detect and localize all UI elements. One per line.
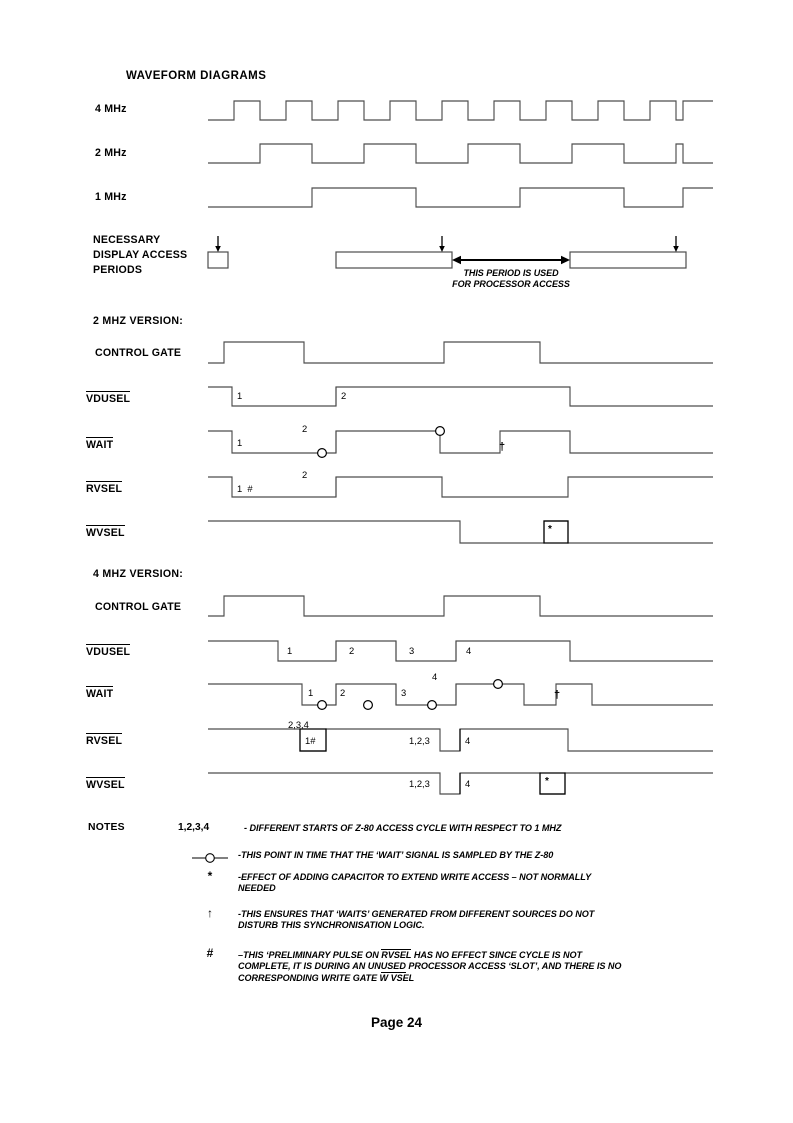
row-label-4mhz-control-gate: CONTROL GATE <box>95 601 182 613</box>
sample-point-2mhz-0 <box>318 449 327 458</box>
marker-2mhz-rvsel-above: 2 <box>302 469 308 480</box>
marker-4mhz-vdusel-3: 3 <box>409 645 415 656</box>
marker-2mhz-rvsel-1: 1 # <box>237 483 253 494</box>
row-label-access-periods-2: DISPLAY ACCESS <box>93 249 188 261</box>
sample-point-4mhz-0 <box>318 701 327 710</box>
access-arrow-head-2 <box>673 246 679 252</box>
processor-access-annotation <box>452 268 570 289</box>
access-period-box-1 <box>336 252 452 268</box>
clock-trace-0 <box>208 101 713 120</box>
note-text-capacitor <box>238 872 714 894</box>
note-line <box>238 961 718 973</box>
marker-4mhz-wait-dagger: † <box>554 689 561 701</box>
trace-2mhz-wvsel <box>208 521 713 543</box>
marker-4mhz-wvsel-star: * <box>545 776 549 787</box>
annotation-line: FOR PROCESSOR ACCESS <box>452 278 570 289</box>
marker-4mhz-wvsel-123: 1,2,3 <box>409 778 430 789</box>
row-label-text: WAIT <box>86 438 114 451</box>
clock-trace-1 <box>208 144 713 163</box>
processor-access-arrow-left <box>452 256 461 264</box>
note-key-dagger-up: ↑ <box>207 906 213 920</box>
note-run: –THIS ‘PRELIMINARY PULSE ON <box>238 950 382 960</box>
marker-2mhz-wait-1: 1 <box>237 437 243 448</box>
processor-access-arrow-right <box>561 256 570 264</box>
trace-2mhz-vdusel <box>208 387 713 406</box>
page-title: WAVEFORM DIAGRAMS <box>126 70 267 82</box>
row-label-text: WVSEL <box>86 778 125 791</box>
row-label-clock-1mhz: 1 MHz <box>95 191 127 203</box>
access-arrow-head-0 <box>215 246 221 252</box>
row-label-access-periods-1: NECESSARY <box>93 234 161 246</box>
marker-4mhz-rvsel-123: 1,2,3 <box>409 735 430 746</box>
marker-4mhz-vdusel-1: 1 <box>287 645 293 656</box>
note-line: DISTURB THIS SYNCHRONISATION LOGIC. <box>238 920 425 931</box>
marker-4mhz-vdusel-4: 4 <box>466 645 472 656</box>
marker-4mhz-rvsel-above: 2,3,4 <box>288 719 309 730</box>
marker-2mhz-wvsel-star: * <box>548 524 552 535</box>
marker-4mhz-wait-1: 1 <box>308 687 314 698</box>
page-number: Page 24 <box>370 1015 423 1030</box>
marker-4mhz-wait-above: 4 <box>432 671 438 682</box>
marker-4mhz-rvsel-1: 1# <box>305 735 316 746</box>
note-run: HAS NO EFFECT SINCE CYCLE IS NOT <box>411 950 583 960</box>
trace-2mhz-rvsel <box>208 477 713 497</box>
row-label-text: VDUSEL <box>86 645 131 658</box>
marker-4mhz-wait-2: 2 <box>340 687 346 698</box>
note-key-asterisk: * <box>207 869 213 883</box>
note-text-preliminary-pulse <box>238 949 718 984</box>
access-arrow-head-1 <box>439 246 445 252</box>
note-line: -EFFECT OF ADDING CAPACITOR TO EXTEND WRITE ACCESS – NOT NORMALLY <box>238 872 592 882</box>
row-label-text: RVSEL <box>86 482 123 495</box>
trace-4mhz-vdusel <box>208 641 713 661</box>
marker-2mhz-vdusel-2: 2 <box>341 390 347 401</box>
row-label-access-periods-3: PERIODS <box>93 264 143 276</box>
trace-4mhz-control-gate <box>208 596 713 616</box>
star-box-4mhz-wvsel <box>540 773 565 794</box>
marker-2mhz-vdusel-1: 1 <box>237 390 243 401</box>
marker-2mhz-wait-dagger: † <box>499 441 506 453</box>
row-label-text: WAIT <box>86 687 114 700</box>
marker-4mhz-rvsel-4: 4 <box>465 735 471 746</box>
trace-4mhz-wait <box>208 684 713 705</box>
row-label-text: RVSEL <box>86 734 123 747</box>
marker-2mhz-wait-above: 2 <box>302 423 308 434</box>
note-text-sample-point: -THIS POINT IN TIME THAT THE ‘WAIT’ SIGNAL IS SAMPLED BY THE Z-80 <box>238 850 554 860</box>
row-label-text: WVSEL <box>86 526 125 539</box>
note-line: NEEDED <box>238 883 276 894</box>
access-period-box-0 <box>208 252 228 268</box>
note-line <box>238 973 718 984</box>
marker-4mhz-wait-3: 3 <box>401 687 407 698</box>
notes-heading: NOTES <box>88 822 125 833</box>
note-line: -THIS ENSURES THAT ‘WAITS’ GENERATED FROM DIFFERENT SOURCES DO NOT <box>238 909 595 919</box>
sample-point-4mhz-1 <box>364 701 373 710</box>
note-run: COMPLETE, IT IS DURING AN UN <box>238 961 381 972</box>
clock-trace-2 <box>208 188 713 207</box>
sample-point-4mhz-2 <box>428 701 437 710</box>
note-key-sample-circle-icon <box>192 851 228 865</box>
note-key-hash: # <box>206 946 214 960</box>
note-run: CORRESPONDING WRITE GATE W VSEL <box>238 972 415 983</box>
trace-2mhz-control-gate <box>208 342 713 363</box>
note-line <box>238 949 718 961</box>
row-label-clock-4mhz: 4 MHz <box>95 103 127 115</box>
section-heading-2mhz: 2 MHZ VERSION: <box>93 315 184 327</box>
trace-2mhz-wait <box>208 431 713 453</box>
annotation-line: THIS PERIOD IS USED <box>463 268 559 278</box>
note-key-numbers: 1,2,3,4 <box>178 822 210 833</box>
note-text-numbers: - DIFFERENT STARTS OF Z-80 ACCESS CYCLE WITH RESPECT TO 1 MHZ <box>244 823 562 833</box>
section-heading-4mhz: 4 MHZ VERSION: <box>93 568 184 580</box>
access-period-box-2 <box>570 252 686 268</box>
note-run: USED <box>380 961 406 972</box>
marker-4mhz-wvsel-4: 4 <box>465 778 471 789</box>
sample-point-2mhz-1 <box>436 427 445 436</box>
marker-4mhz-vdusel-2: 2 <box>349 645 355 656</box>
note-run: RVSEL <box>381 950 412 960</box>
row-label-clock-2mhz: 2 MHz <box>95 147 127 159</box>
note-run: PROCESSOR ACCESS ‘SLOT’, AND THERE IS NO <box>405 961 622 972</box>
row-label-text: VDUSEL <box>86 392 131 405</box>
note-text-waits-sync <box>238 909 714 931</box>
row-label-2mhz-control-gate: CONTROL GATE <box>95 347 182 359</box>
sample-point-4mhz-3 <box>494 680 503 689</box>
